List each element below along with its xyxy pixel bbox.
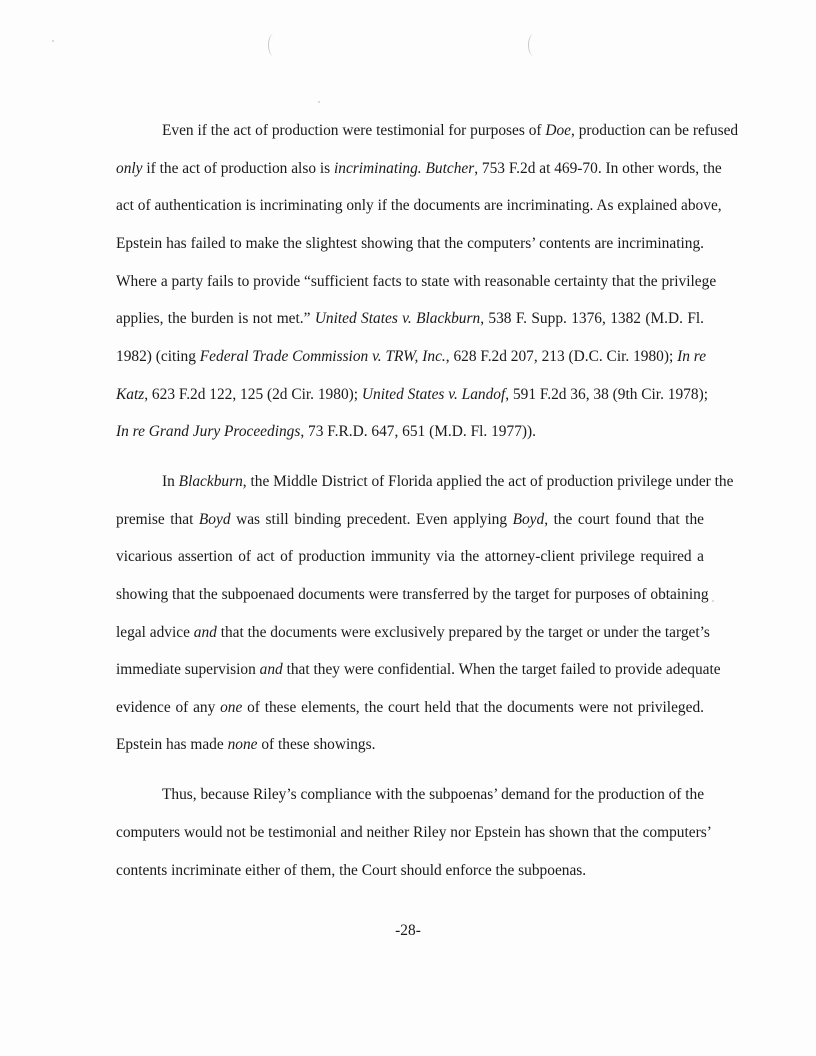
text-run: of these showings. [257,736,376,753]
italic-text: Katz [116,386,145,403]
text-run: Where a party fails to provide “sufficient facts to state with reasonable certainty that the privilege [116,273,717,290]
italic-text: Doe [545,122,572,139]
text-line [116,623,710,643]
text-line [116,234,704,254]
text-run: immediate supervision [116,661,260,678]
italic-text: United States v. Blackburn [314,310,481,327]
text-line [116,196,722,216]
text-run: , 623 F.2d 122, 125 (2d Cir. 1980); [144,386,362,403]
italic-text: Federal Trade Commission v. TRW, Inc. [199,348,446,365]
italic-text: In re Grand Jury Proceedings [116,423,301,440]
text-line [116,422,704,442]
italic-text: and [193,624,217,641]
text-line [116,735,704,755]
scan-artifact [268,34,279,56]
text-run: 1982) (citing [116,348,200,365]
text-line [116,159,722,179]
text-run: evidence of any [116,699,221,716]
text-run: In [162,473,179,490]
text-line [116,823,712,843]
text-run: Epstein has made [116,736,228,753]
scan-speck [712,600,714,602]
text-line [116,272,717,292]
text-run: if the act of production also is [142,160,334,177]
text-run: Even if the act of production were testimonial for purposes of [162,122,546,139]
text-line [116,510,704,530]
italic-text: Boyd [198,511,231,528]
text-line [116,385,708,405]
text-run: Thus, because Riley’s compliance with the subpoenas’ demand for the production of the [162,786,705,803]
italic-text: one [220,699,243,716]
text-line [116,547,704,567]
italic-text: United States v. Landof [361,386,506,403]
text-run: contents incriminate either of them, the Court should enforce the subpoenas. [116,862,587,879]
text-run: , production can be refused [571,122,739,139]
italic-text: Boyd [512,511,545,528]
scan-artifact [528,34,539,56]
text-line [116,698,704,718]
text-line [162,472,734,492]
text-run: applies, the burden is not met.” [116,310,315,327]
text-run: that they were confidential. When the target failed to provide adequate [282,661,721,678]
text-line [116,861,704,881]
italic-text: Butcher [425,160,475,177]
italic-text: and [259,661,283,678]
italic-text: none [227,736,258,753]
text-run: , 538 F. Supp. 1376, 1382 (M.D. Fl. [480,310,704,327]
italic-text: Blackburn [178,473,243,490]
scan-speck [318,101,320,103]
text-run: computers would not be testimonial and neither Riley nor Epstein has shown that the computers’ [116,824,712,841]
text-line [116,309,704,329]
text-run: premise that [116,511,199,528]
text-line [162,785,704,805]
text-run: , 591 F.2d 36, 38 (9th Cir. 1978); [505,386,708,403]
text-line [116,585,709,605]
scan-speck [52,40,54,42]
italic-text: In re [677,348,707,365]
text-run: was still binding precedent. Even applying [230,511,513,528]
text-run: that the documents were exclusively prepared by the target or under the target’s [216,624,710,641]
text-line [116,347,707,367]
text-run: , the court found that the [544,511,704,528]
text-line [116,660,721,680]
text-run: , 753 F.2d at 469-70. In other words, the [474,160,722,177]
text-run: act of authentication is incriminating only if the documents are incriminating. As explained above, [116,197,722,214]
page-number: -28- [395,922,421,939]
text-run: showing that the subpoenaed documents were transferred by the target for purposes of obtaining [116,586,709,603]
italic-text: incriminating. [333,160,422,177]
text-line [162,121,739,141]
text-run: , the Middle District of Florida applied the act of production privilege under the [242,473,734,490]
text-run: Epstein has failed to make the slightest showing that the computers’ contents are incriminating. [116,235,704,252]
text-run: vicarious assertion of act of production immunity via the attorney-client privilege required a [116,548,704,565]
italic-text: only [116,160,143,177]
text-run: , 73 F.R.D. 647, 651 (M.D. Fl. 1977)). [300,423,536,440]
text-run: , 628 F.2d 207, 213 (D.C. Cir. 1980); [445,348,678,365]
text-run: of these elements, the court held that the documents were not privileged. [242,699,704,716]
text-run: legal advice [116,624,194,641]
